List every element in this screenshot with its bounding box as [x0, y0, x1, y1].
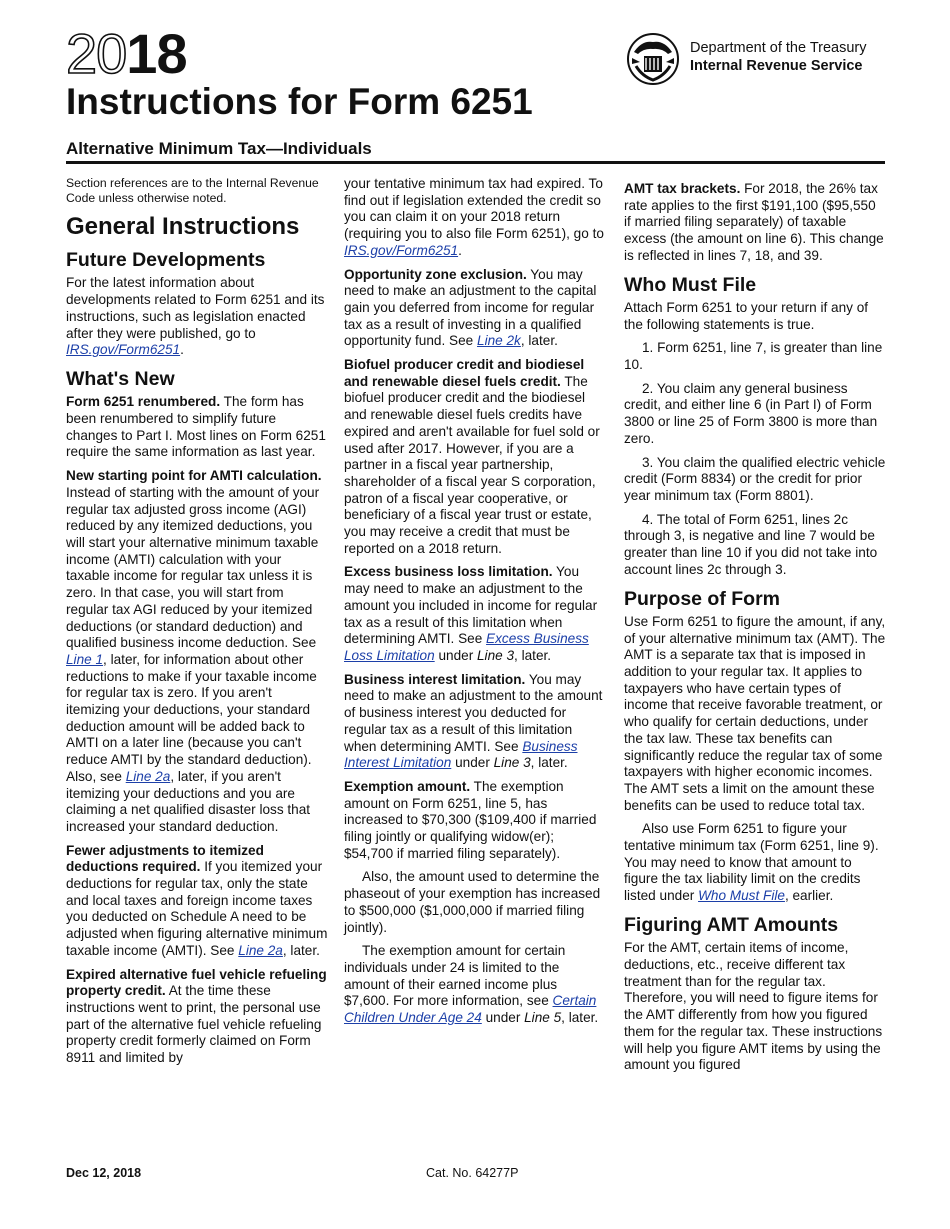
link-line-2k[interactable]: Line 2k	[477, 333, 521, 349]
column-1	[66, 176, 328, 1074]
link-line-2a[interactable]: Line 2a	[238, 942, 283, 958]
paragraph-figuring: For the AMT, certain items of income, deductions, etc., receive different tax treatment than for the regular tax. Therefore, you will need to figure items for the AMT differently from how you figured them for the regular tax. These instructions will help you figure AMT items by using the amount you figured	[624, 940, 883, 1073]
paragraph-exemption-under-24: The exemption amount for certain individuals under 24 is limited to the amount of their earned income plus $7,600. For more information, see Certain Children Under Age 24 under Line 5, later.	[344, 943, 599, 1026]
list-item: 4. The total of Form 6251, lines 2c through 3, is negative and line 7 would be greater than line 10 if you did not take into account lines 2c through 3.	[624, 511, 878, 577]
list-item: 1. Form 6251, line 7, is greater than line 10.	[624, 340, 883, 373]
list-item: 3. You claim the qualified electric vehicle credit (Form 8834) or the credit for prior year minimum tax (Form 8801).	[624, 454, 886, 503]
form-year: 2018	[66, 22, 187, 85]
link-who-must-file[interactable]: Who Must File	[698, 888, 785, 904]
footer-catalog-number: Cat. No. 64277P	[426, 1166, 519, 1180]
agency-line-1: Department of the Treasury	[690, 40, 867, 56]
link-business-interest-limitation[interactable]: Business Interest Limitation	[344, 738, 578, 771]
column-2	[344, 176, 606, 1034]
link-line-2a[interactable]: Line 2a	[125, 768, 171, 784]
paragraph-fewer-adjustments: Fewer adjustments to itemized deductions required. If you itemized your deductions for regular tax, only the state and local taxes and foreign income taxes you deducted on Schedule A need to be adjusted when figuring alternative minimum taxable income (AMTI). See Line 2a, later.	[66, 842, 328, 958]
heading-whats-new: What's New	[66, 367, 175, 390]
footer-date: Dec 12, 2018	[66, 1166, 142, 1180]
paragraph-excess-business-loss: Excess business loss limitation. You may need to make an adjustment to the amount you included in income for regular tax as a result of this limitation when determining AMTI. See Excess Business Loss Limitation under Line 3, later.	[344, 564, 598, 663]
agency-line-2: Internal Revenue Service	[690, 58, 863, 74]
column-3	[624, 181, 886, 1081]
paragraph-expired-cont: your tentative minimum tax had expired. To find out if legislation extended the credit so you can claim it on your 2018 return (requiring you to also file Form 6251), go to IRS.gov/Form6251.	[344, 176, 604, 258]
header-rule	[66, 161, 885, 164]
paragraph-opportunity-zone: Opportunity zone exclusion. You may need to make an adjustment to the capital gain you deferred from income for regular tax as a result of investing in a qualified opportunity fund. See Line 2k, later.	[344, 266, 597, 349]
agency-block	[624, 32, 886, 88]
irs-eagle-logo-icon	[624, 32, 682, 86]
heading-general-instructions: General Instructions	[66, 212, 300, 240]
paragraph-exemption-amount: Exemption amount. The exemption amount on Form 6251, line 5, has increased to $70,300 ($109,400 if married filing jointly or qualifying widow(er); $54,700 if married filing separately).	[344, 778, 597, 861]
paragraph-purpose-tentative: Also use Form 6251 to figure your tentative minimum tax (Form 6251, line 9). You may need to know that amount to figure the tax liability limit on the credits listed under Who Must File, earlier.	[624, 821, 879, 904]
paragraph-biofuel: Biofuel producer credit and biodiesel and renewable diesel fuels credit. The biofuel producer credit and the biodiesel and renewable diesel fuels credits have expired and aren't available for fuel sold or used after 2017. However, if you are a partner in a fiscal year partnership, shareholder of a fiscal year S corporation, patron of a fiscal year cooperative, or beneficiary of a fiscal year trust or estate, you may receive a credit that must be reported on a 2018 return.	[344, 357, 600, 556]
paragraph-future: For the latest information about developments related to Form 6251 and its instructions, such as legislation enacted after they were published, go to IRS.gov/Form6251.	[66, 275, 325, 358]
heading-purpose-of-form: Purpose of Form	[624, 587, 781, 610]
heading-future-developments: Future Developments	[66, 248, 266, 271]
page-subtitle: Alternative Minimum Tax—Individuals	[66, 139, 372, 158]
link-irs-form6251[interactable]: IRS.gov/Form6251	[344, 242, 459, 258]
heading-who-must-file: Who Must File	[624, 273, 757, 296]
paragraph-amt-brackets: AMT tax brackets. For 2018, the 26% tax rate applies to the first $191,100 ($95,550 if married filing separately) of taxable excess (the amount on line 6). This change is reflected in lines 7, 18, and 39.	[624, 181, 884, 263]
paragraph-exemption-phaseout: Also, the amount used to determine the phaseout of your exemption has increased to $500,000 ($1,000,000 if married filing jointly).	[344, 869, 601, 935]
paragraph-business-interest: Business interest limitation. You may need to make an adjustment to the amount of business interest you deducted for regular tax as a result of this limitation when determining AMTI. See Business Interest Limitation under Line 3, later.	[344, 671, 603, 771]
list-item: 2. You claim any general business credit, and either line 6 (in Part I) of Form 3800 or line 25 of Form 3800 is more than zero.	[624, 380, 878, 446]
paragraph-renumbered: Form 6251 renumbered. The form has been renumbered to simplify future changes to Part I. Most lines on Form 6251 require the same information as last year.	[66, 394, 326, 460]
paragraph-new-starting-point: New starting point for AMTI calculation. Instead of starting with the amount of your regular tax adjusted gross income (AGI) reduced by any itemized deductions, you will start your alternative minimum taxable income (AMTI) calculation with your taxable income for regular tax unless it is zero. In that case, you will start from regular tax AGI reduced by your itemized deductions (or standard deduction) and qualified business income deduction. See Line 1, later, for information about other reductions to make if your taxable income for regular tax is zero. If you aren't itemizing your deductions, your standard deduction amount will be added back to AMTI on a later line (because you can't reduce AMTI by the standard deduction). Also, see Line 2a, later, if you aren't itemizing your deductions and you are claiming a net qualified disaster loss that increased your standard deduction.	[66, 468, 322, 834]
page-title: Instructions for Form 6251	[66, 81, 533, 122]
link-line-1[interactable]: Line 1	[66, 651, 104, 667]
link-children-under-24[interactable]: Certain Children Under Age 24	[344, 993, 597, 1026]
paragraph-purpose: Use Form 6251 to figure the amount, if any, of your alternative minimum tax (AMT). The AMT is a separate tax that is imposed in addition to your regular tax. It applies to taxpayers who have certain types of income that receive favorable treatment, or who qualify for certain deductions, under the tax law. These tax benefits can significantly reduce the regular tax of some taxpayers with higher economic incomes. The AMT sets a limit on the amount these benefits can be used to reduce total tax.	[624, 613, 886, 813]
paragraph-expired-fuel-credit: Expired alternative fuel vehicle refueling property credit. At the time these instructions went to print, the personal use part of the alternative fuel vehicle refueling property credit formerly claimed on Form 8911 and limited by	[66, 966, 327, 1066]
link-excess-business-loss[interactable]: Excess Business Loss Limitation	[344, 631, 589, 663]
heading-figuring-amt: Figuring AMT Amounts	[624, 913, 839, 936]
link-irs-form6251[interactable]: IRS.gov/Form6251	[66, 342, 181, 358]
paragraph-who-intro: Attach Form 6251 to your return if any of the following statements is true.	[624, 299, 869, 332]
section-note: Section references are to the Internal Revenue Code unless otherwise noted.	[66, 176, 319, 205]
